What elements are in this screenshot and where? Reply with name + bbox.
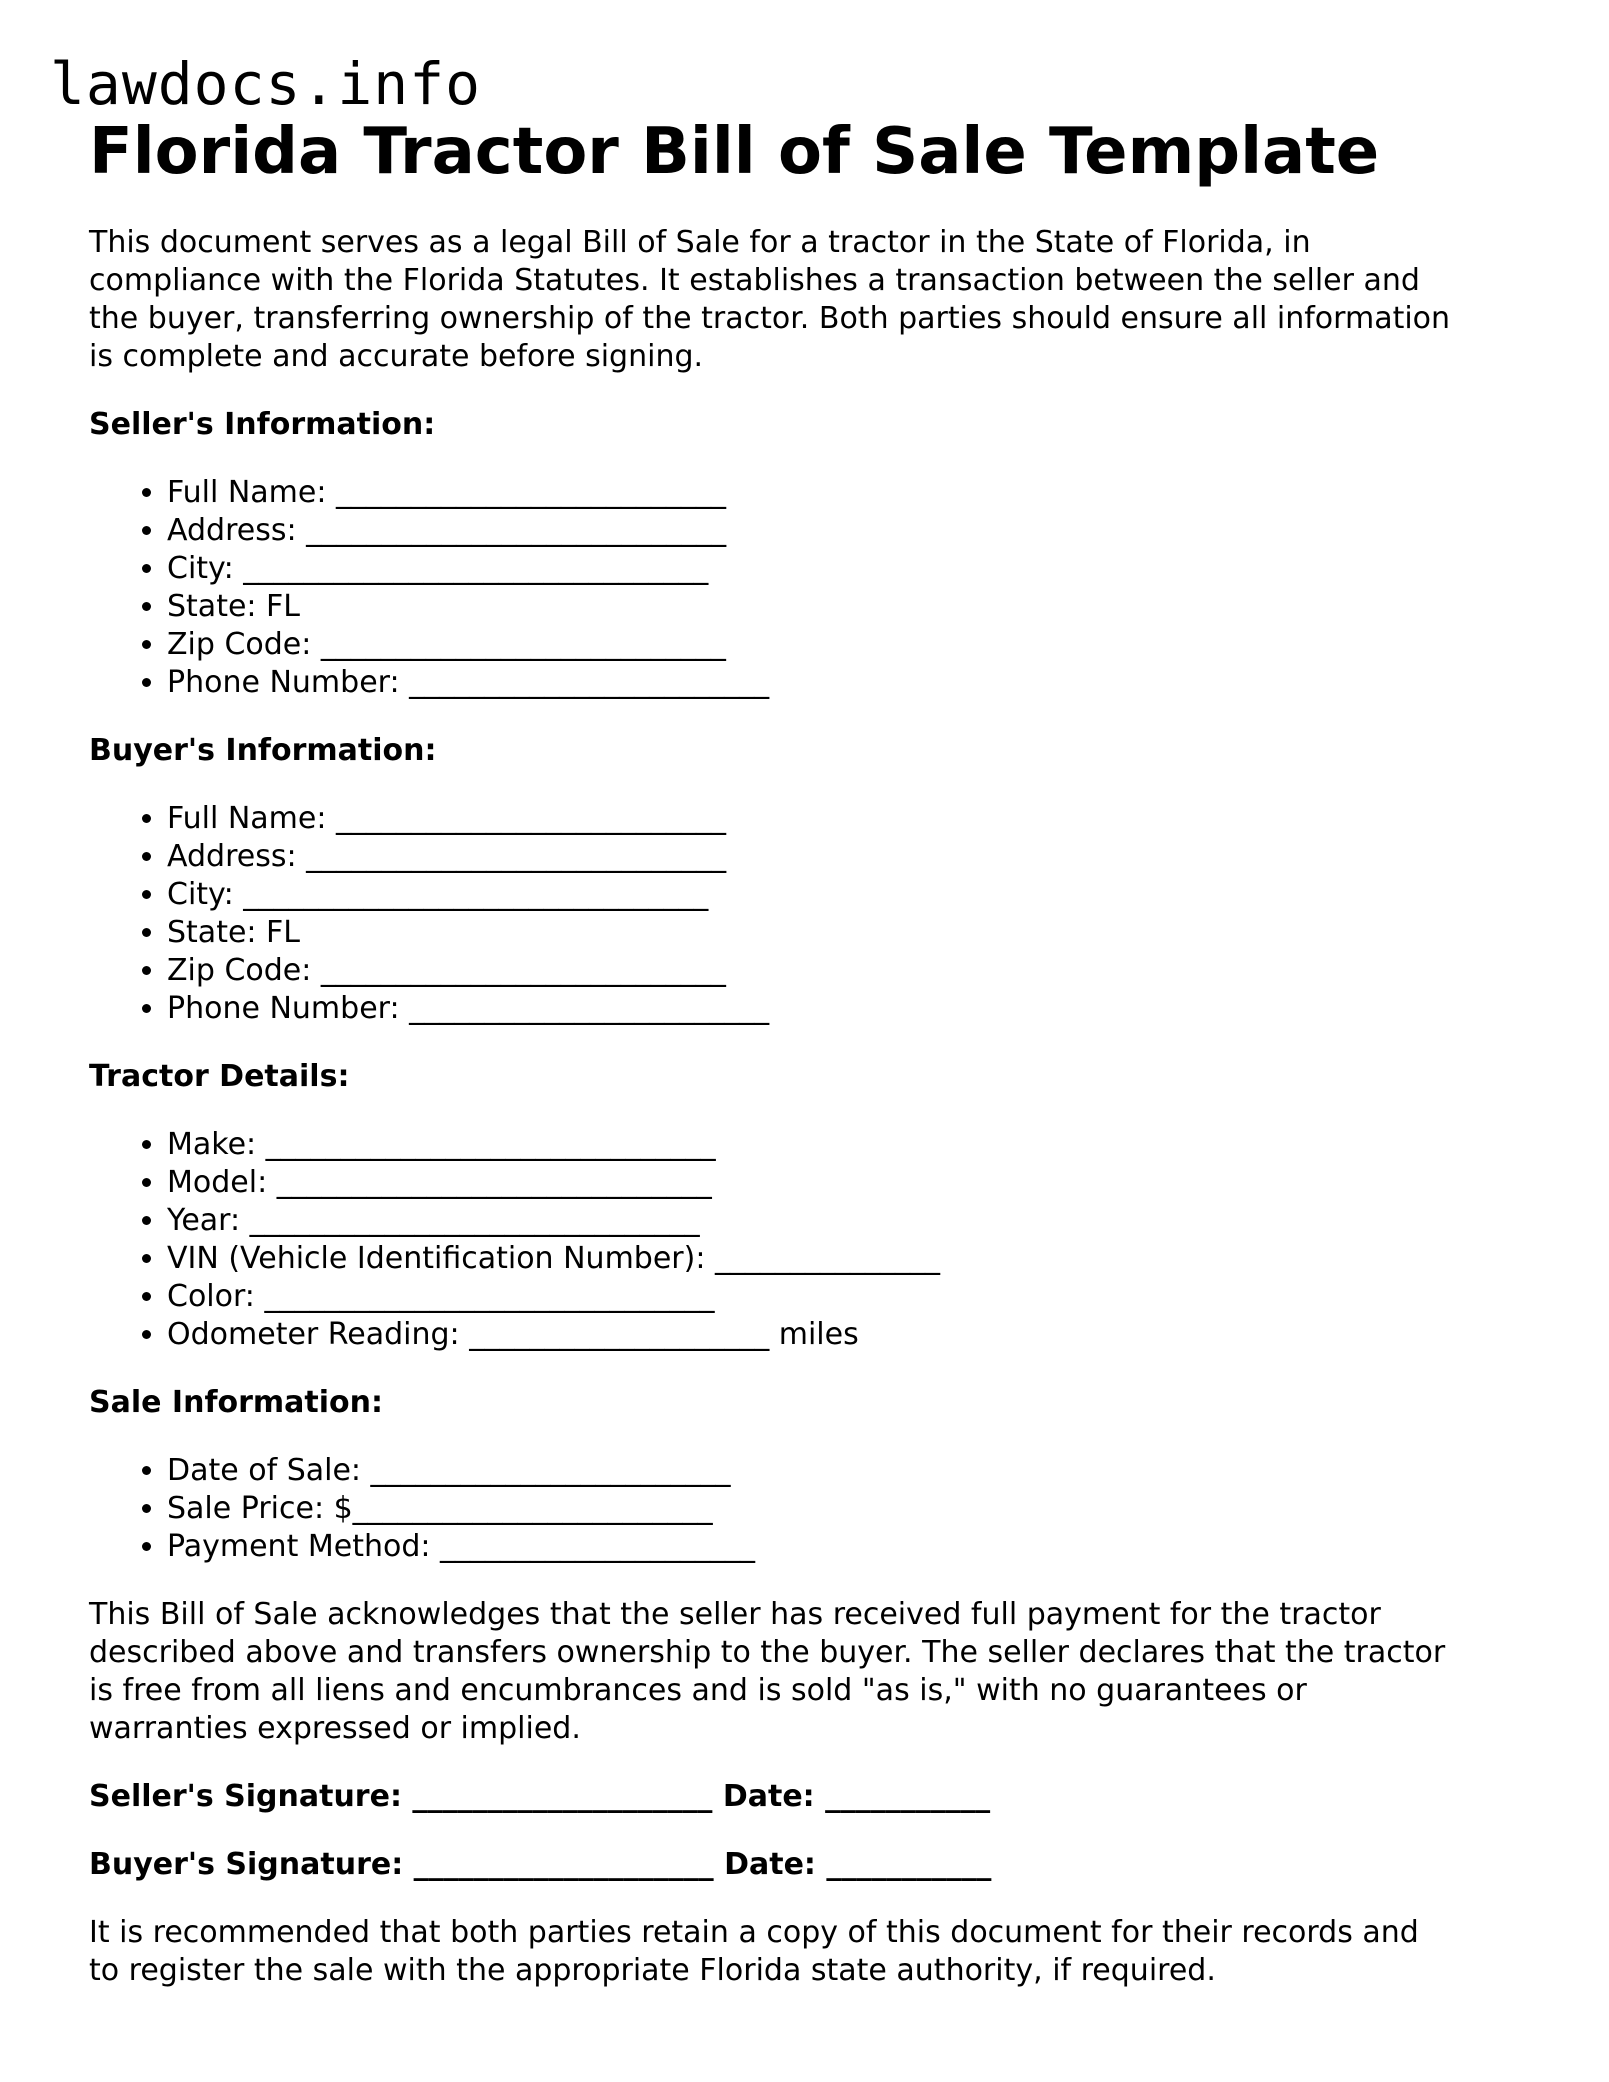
- seller-signature-line: Seller's Signature: ____________________ Date: ___________: [89, 1779, 991, 1814]
- intro-line: This document serves as a legal Bill of Sale for a tractor in the State of Florida, in: [89, 225, 1311, 260]
- buyer-info-heading: Buyer's Information:: [89, 733, 437, 768]
- tractor-model-field: • Model: _____________________________: [167, 1164, 1529, 1202]
- document-title: Florida Tractor Bill of Sale Template: [89, 115, 1380, 189]
- tractor-year-field: • Year: ______________________________: [167, 1202, 1529, 1240]
- buyer-state-field: • State: FL: [167, 914, 1529, 952]
- tractor-color-field: • Color: ______________________________: [167, 1278, 1529, 1316]
- sale-date-field: • Date of Sale: ________________________: [167, 1452, 1529, 1490]
- intro-paragraph: [89, 224, 1529, 376]
- tractor-details-heading: Tractor Details:: [89, 1059, 350, 1094]
- intro-line: is complete and accurate before signing.: [89, 339, 704, 374]
- tractor-details-list: [89, 1126, 1529, 1354]
- tractor-make-field: • Make: ______________________________: [167, 1126, 1529, 1164]
- site-logo-text: lawdocs.info: [50, 50, 482, 118]
- tractor-vin-field: • VIN (Vehicle Identification Number): _______________: [167, 1240, 1529, 1278]
- payment-method-field: • Payment Method: _____________________: [167, 1528, 1529, 1566]
- acknowledgement-line: is free from all liens and encumbrances and is sold "as is," with no guarantees or: [89, 1673, 1307, 1708]
- buyer-city-field: • City: _______________________________: [167, 876, 1529, 914]
- intro-line: the buyer, transferring ownership of the tractor. Both parties should ensure all information: [89, 301, 1451, 336]
- acknowledgement-paragraph: [89, 1596, 1529, 1748]
- seller-info-heading: Seller's Information:: [89, 407, 436, 442]
- sale-price-field: • Sale Price: $________________________: [167, 1490, 1529, 1528]
- buyer-address-field: • Address: ____________________________: [167, 838, 1529, 876]
- recommendation-line: It is recommended that both parties retain a copy of this document for their records and: [89, 1915, 1419, 1950]
- seller-full-name-field: • Full Name: __________________________: [167, 474, 1529, 512]
- buyer-zip-field: • Zip Code: ___________________________: [167, 952, 1529, 990]
- acknowledgement-line: This Bill of Sale acknowledges that the seller has received full payment for the tractor: [89, 1597, 1381, 1632]
- intro-line: compliance with the Florida Statutes. It establishes a transaction between the seller and: [89, 263, 1420, 298]
- buyer-info-list: [89, 800, 1529, 1028]
- buyer-phone-field: • Phone Number: ________________________: [167, 990, 1529, 1028]
- tractor-odometer-field: • Odometer Reading: ____________________ miles: [167, 1316, 1529, 1354]
- recommendation-paragraph: [89, 1914, 1529, 1990]
- seller-zip-field: • Zip Code: ___________________________: [167, 626, 1529, 664]
- seller-city-field: • City: _______________________________: [167, 550, 1529, 588]
- acknowledgement-line: described above and transfers ownership to the buyer. The seller declares that the tractor: [89, 1635, 1446, 1670]
- seller-state-field: • State: FL: [167, 588, 1529, 626]
- seller-phone-field: • Phone Number: ________________________: [167, 664, 1529, 702]
- acknowledgement-line: warranties expressed or implied.: [89, 1711, 581, 1746]
- recommendation-line: to register the sale with the appropriate Florida state authority, if required.: [89, 1953, 1216, 1988]
- document-body: [89, 114, 1529, 1990]
- seller-info-list: [89, 474, 1529, 702]
- seller-address-field: • Address: ____________________________: [167, 512, 1529, 550]
- sale-info-list: [89, 1452, 1529, 1566]
- buyer-signature-line: Buyer's Signature: ____________________ Date: ___________: [89, 1847, 992, 1882]
- buyer-full-name-field: • Full Name: __________________________: [167, 800, 1529, 838]
- sale-info-heading: Sale Information:: [89, 1385, 383, 1420]
